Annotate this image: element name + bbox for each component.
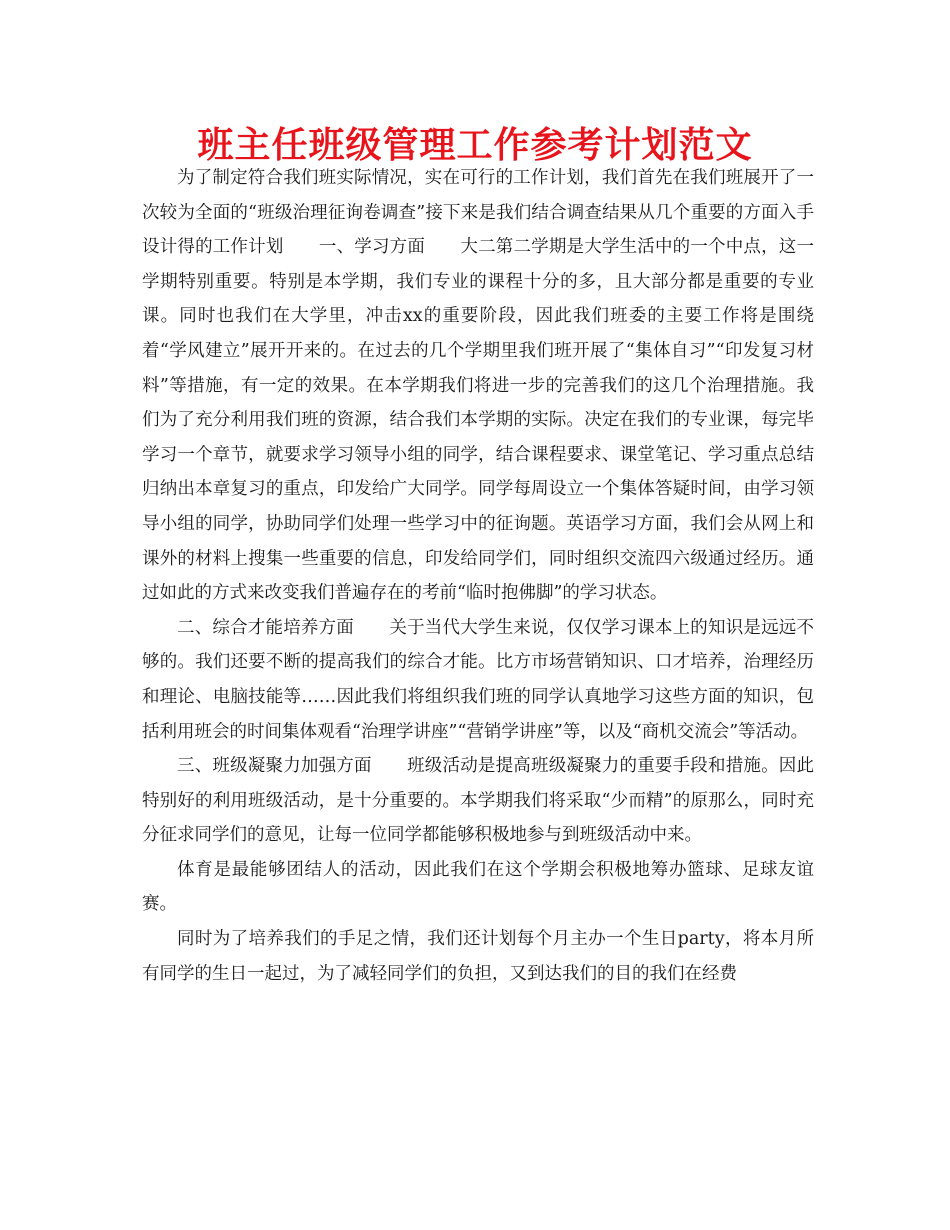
document-title: 班主任班级管理工作参考计划范文 [197, 125, 753, 166]
paragraph-abilities: 二、综合才能培养方面 关于当代大学生来说，仅仅学习课本上的知识是远远不够的。我们还要不断的提高我们的综合才能。比方市场营销知识、口才培养，治理经历和理论、电脑技能等……因此我们将组织我们班的同学认真地学习这些方面的知识，包括利用班会的时间集体观看“治理学讲座”“营销学讲座”等，以及“商机交流会”等活动。 [142, 617, 814, 742]
paragraph-birthday: 同时为了培养我们的手足之情，我们还计划每个月主办一个生日party，将本月所有同学的生日一起过，为了减轻同学们的负担，又到达我们的目的我们在经费 [142, 929, 814, 984]
paragraph-sports: 体育是最能够团结人的活动，因此我们在这个学期会积极地筹办篮球、足球友谊赛。 [142, 859, 814, 915]
document-body [142, 161, 814, 991]
paragraph-study: 为了制定符合我们班实际情况，实在可行的工作计划，我们首先在我们班展开了一次较为全面的“班级治理征询卷调查”接下来是我们结合调查结果从几个重要的方面入手设计得的工作计划 一、学习方面 大二第二学期是大学生活中的一个中点，这一学期特别重要。特别是本学期，我们专业的课程十分的多，且大部分都是重要的专业课。同时也我们在大学里，冲击xx的重要阶段，因此我们班委的主要工作将是围绕着“学风建立”展开开来的。在过去的几个学期里我们班开展了“集体自习”“印发复习材料”等措施，有一定的效果。在本学期我们将进一步的完善我们的这几个治理措施。我们为了充分利用我们班的资源，结合我们本学期的实际。决定在我们的专业课，每完毕学习一个章节，就要求学习领导小组的同学，结合课程要求、课堂笔记、学习重点总结归纳出本章复习的重点，印发给广大同学。同学每周设立一个集体答疑时间，由学习领导小组的同学，协助同学们处理一些学习中的征询题。英语学习方面，我们会从网上和课外的材料上搜集一些重要的信息，印发给同学们，同时组织交流四六级通过经历。通过如此的方式来改变我们普遍存在的考前“临时抱佛脚”的学习状态。 [142, 168, 814, 604]
paragraph-cohesion: 三、班级凝聚力加强方面 班级活动是提高班级凝聚力的重要手段和措施。因此特别好的利用班级活动，是十分重要的。本学期我们将采取“少而精”的原那么，同时充分征求同学们的意见，让每一位同学都能够积极地参与到班级活动中来。 [142, 756, 814, 846]
